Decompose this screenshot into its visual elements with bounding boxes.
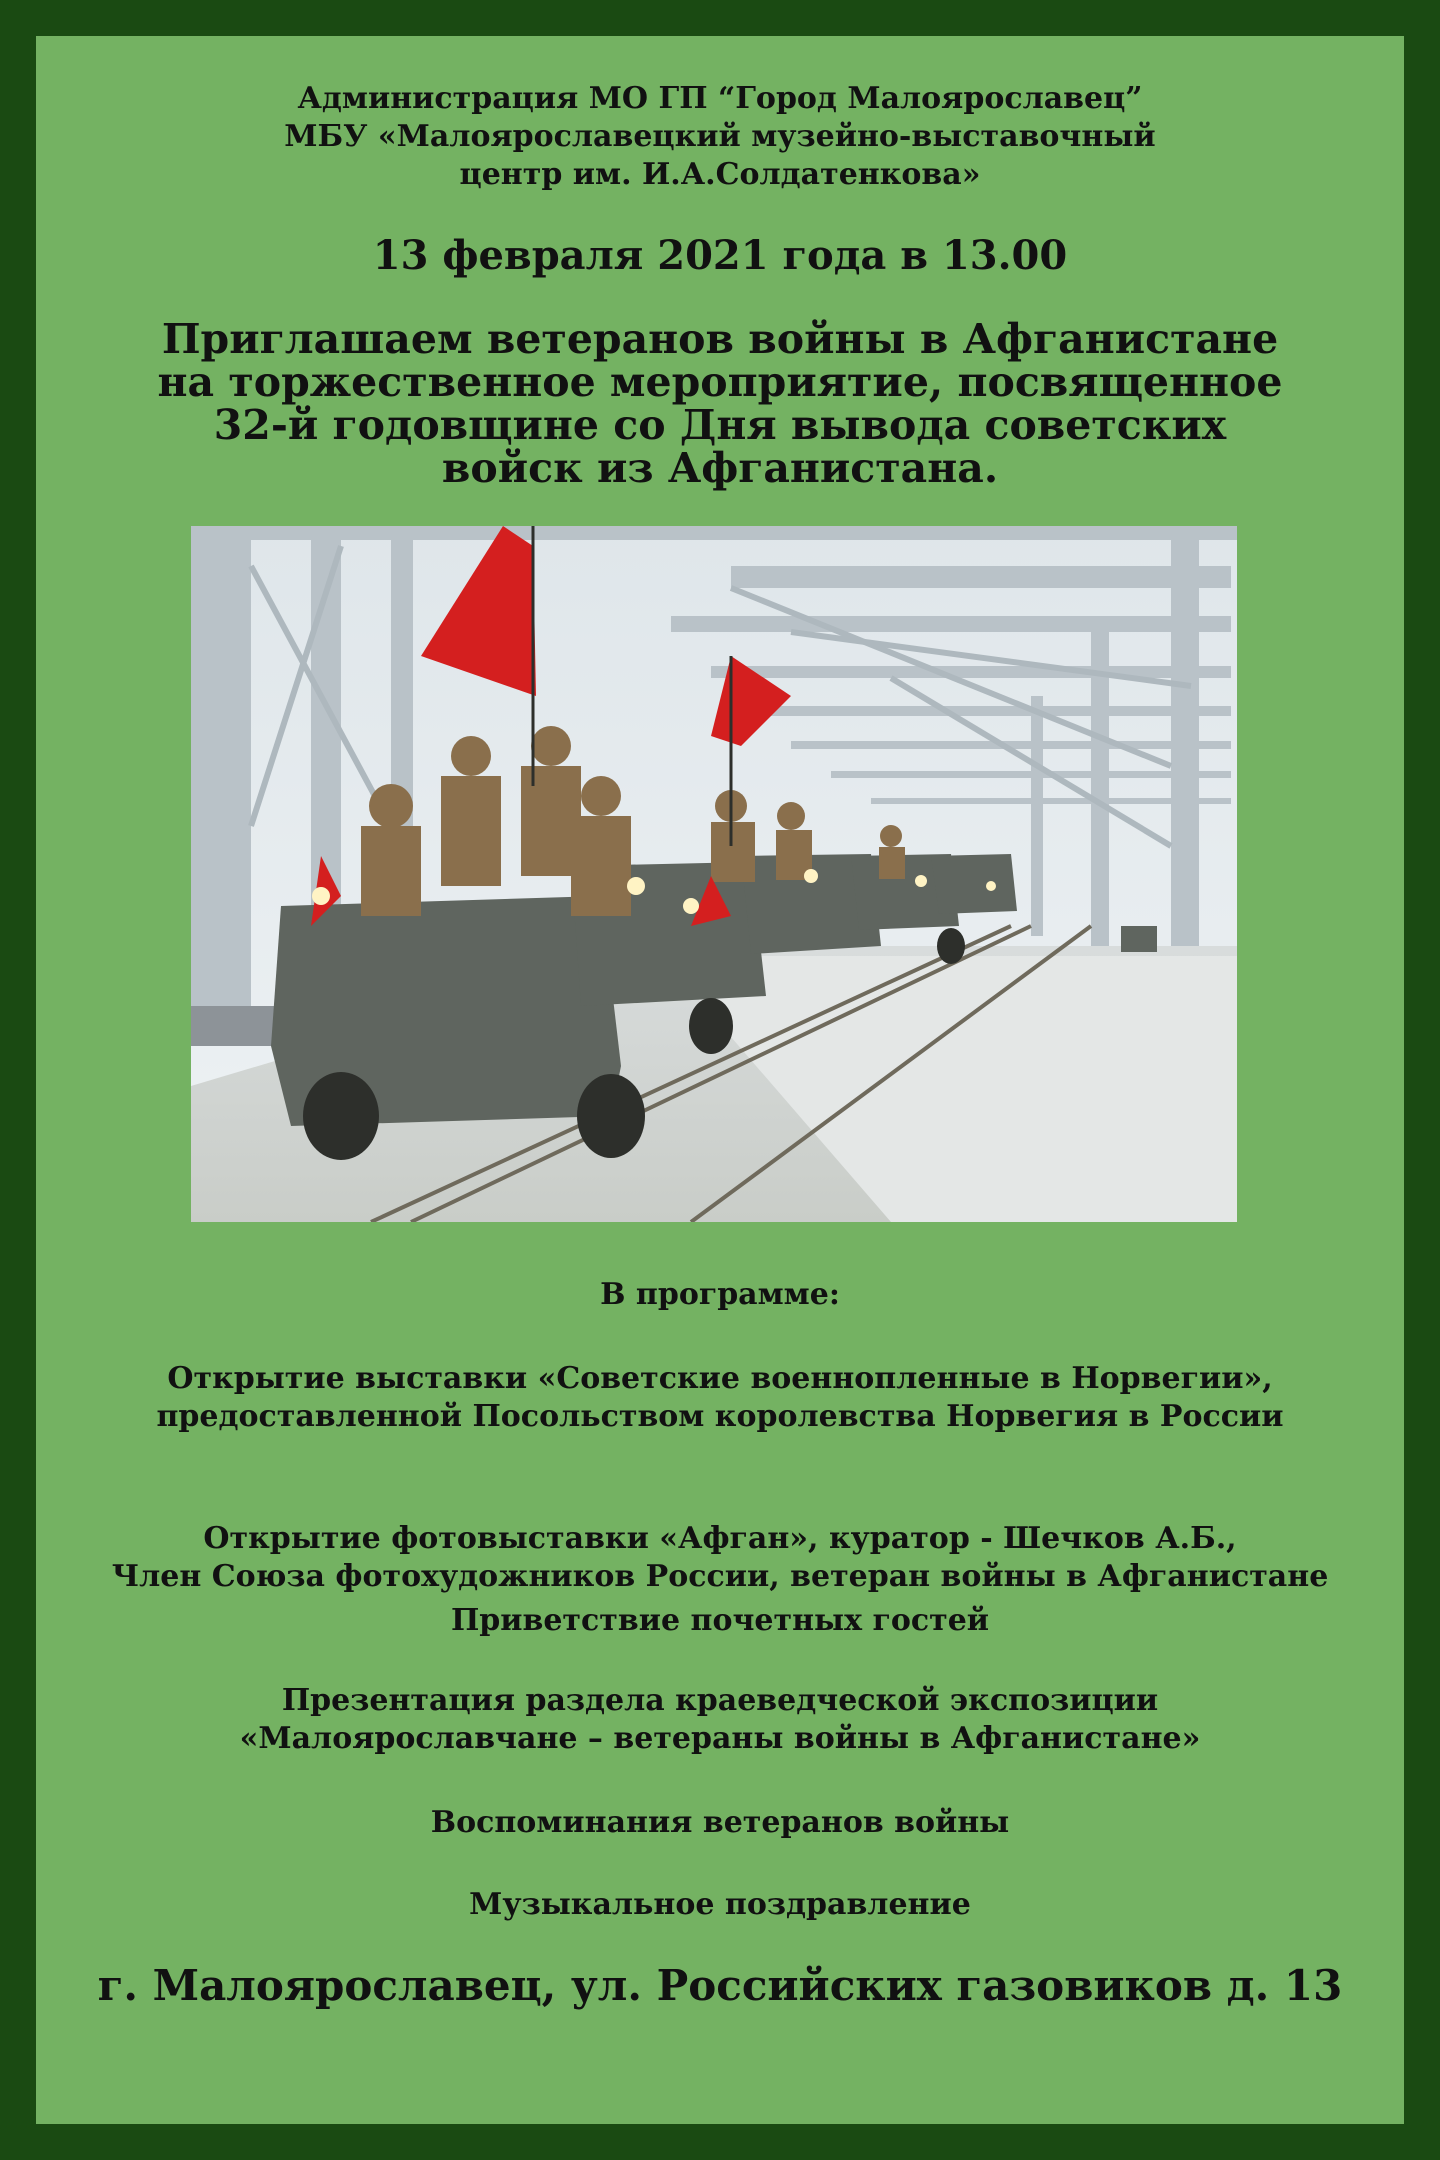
program-item-line: Приветствие почетных гостей (450, 1603, 990, 1638)
program-item (36, 1602, 1404, 1640)
program-item (36, 1886, 1404, 1924)
organizer-header (36, 80, 1404, 194)
invitation-line-2: на торжественное мероприятие, посвященное (157, 358, 1283, 406)
program-item-line: Открытие фотовыставки «Афган», куратор - Шечков А.Б., (203, 1521, 1237, 1556)
organizer-line-3: центр им. И.А.Солдатенкова» (459, 157, 981, 192)
invitation-line-4: войск из Афганистана. (441, 444, 999, 492)
organizer-line-2: МБУ «Малоярославецкий музейно-выставочный (284, 119, 1156, 154)
event-date: 13 февраля 2021 года в 13.00 (372, 232, 1068, 279)
program-item-line: Член Союза фотохудожников России, ветеран войны в Афганистане (111, 1559, 1329, 1594)
program-item (36, 1520, 1404, 1596)
program-item-line: Открытие выставки «Советские военнопленные в Норвегии», (167, 1361, 1273, 1396)
program-item-line: Презентация раздела краеведческой экспозиции (281, 1683, 1159, 1718)
program-item-line: «Малоярославчане – ветераны войны в Афганистане» (239, 1721, 1201, 1756)
organizer-line-1: Администрация МО ГП “Город Малоярославец” (297, 81, 1143, 116)
convoy-photo (191, 526, 1237, 1222)
invitation-line-3: 32-й годовщине со Дня вывода советских (213, 401, 1227, 449)
program-item (36, 1804, 1404, 1842)
program-title: В программе: (600, 1277, 840, 1312)
program-item-line: предоставленной Посольством королевства Норвегия в России (156, 1399, 1284, 1434)
program-item-line: Музыкальное поздравление (469, 1887, 971, 1922)
program-item (36, 1360, 1404, 1436)
program-item (36, 1682, 1404, 1758)
poster-frame (36, 36, 1404, 2124)
event-address: г. Малоярославец, ул. Российских газовиков д. 13 (97, 1961, 1343, 2010)
invitation-line-1: Приглашаем ветеранов войны в Афганистане (161, 315, 1279, 363)
photo-armored-convoy-on-bridge-icon (191, 526, 1237, 1222)
invitation-text (36, 315, 1404, 492)
program-item-line: Воспоминания ветеранов войны (430, 1805, 1010, 1840)
